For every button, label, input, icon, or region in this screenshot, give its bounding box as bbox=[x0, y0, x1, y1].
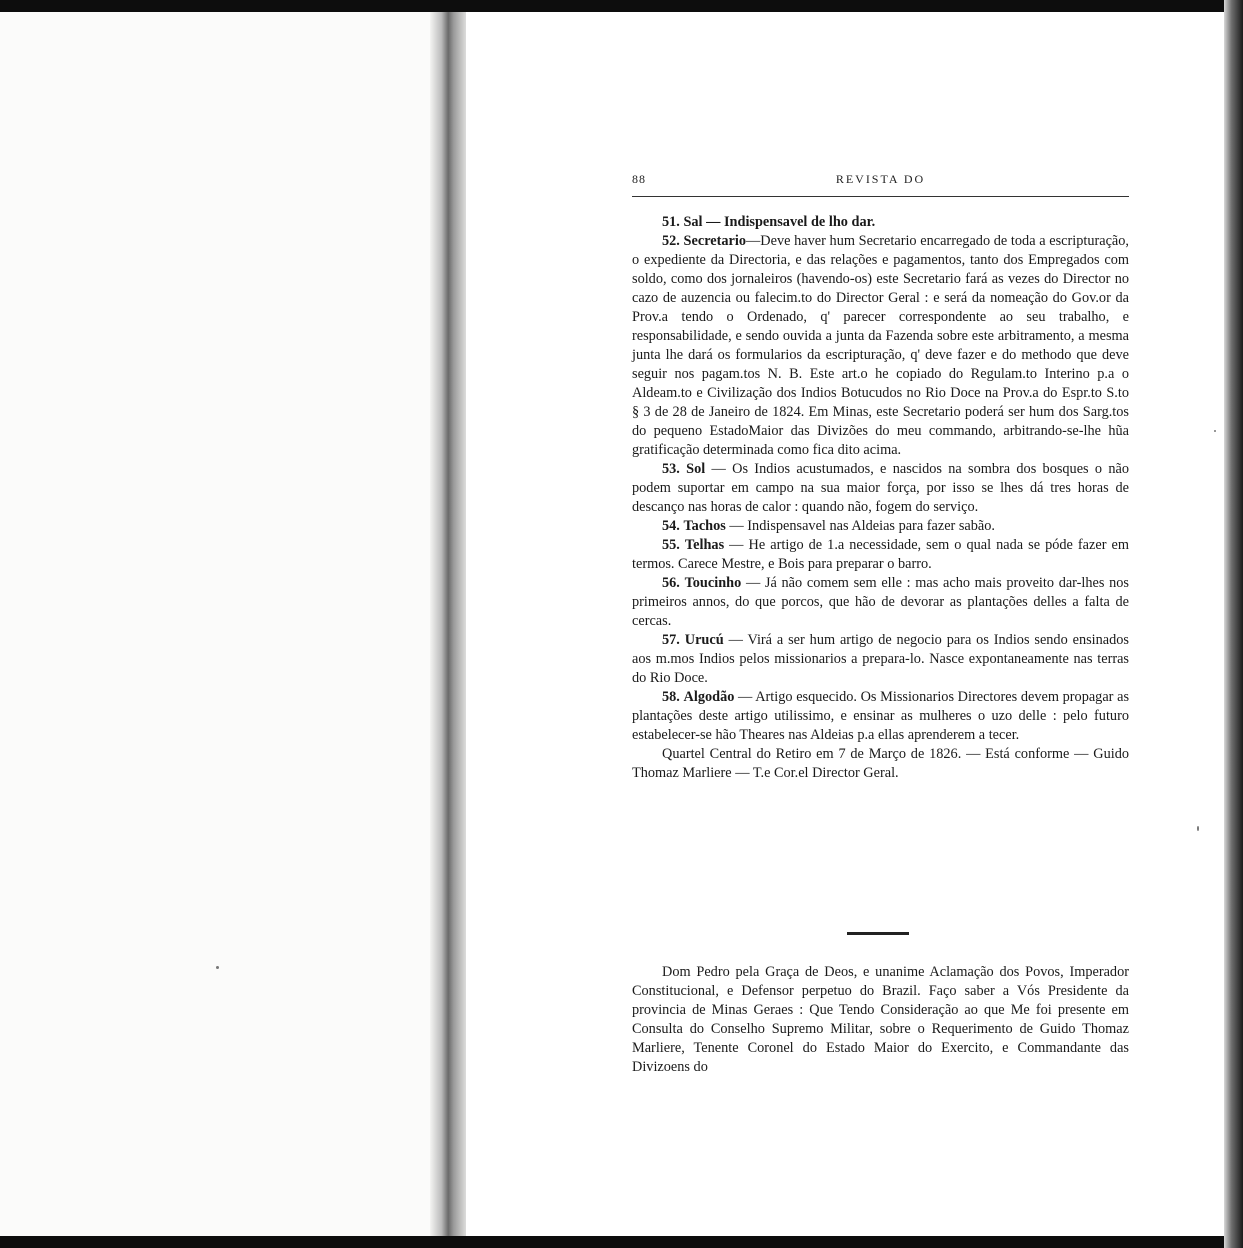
header-rule bbox=[632, 196, 1129, 197]
running-title: REVISTA DO bbox=[835, 172, 926, 186]
decree-paragraph: Dom Pedro pela Graça de Deos, e unanime Aclamação dos Povos, Imperador Constitucional, e Defensor perpetuo do Brazil. Faço saber a Vós Presidente da provincia de Minas Geraes : Que Tendo Consideração ao que Me foi presente em Consulta do Conselho Supremo Militar, sobre o Requerimento de Guido Thomaz Marliere, Tenente Coronel do Estado Maior do Exercito, e Commandante das Divizoens do bbox=[632, 964, 1129, 1075]
page-header bbox=[632, 172, 1129, 188]
list-item: 56. Toucinho — Já não comem sem elle : mas acho mais proveito dar-lhes nos primeiros annos, do que porcos, que hão de devorar as plantações delles a falta de cercas. bbox=[632, 575, 1129, 629]
page-edge bbox=[1224, 0, 1243, 1248]
list-item: 54. Tachos — Indispensavel nas Aldeias para fazer sabão. bbox=[662, 518, 995, 534]
page-number: 88 bbox=[632, 172, 646, 186]
decree-text bbox=[632, 963, 1129, 1077]
book-spine bbox=[430, 12, 468, 1236]
list-item: 51. Sal — Indispensavel de lho dar. bbox=[662, 214, 876, 230]
speck bbox=[216, 966, 219, 969]
article-list bbox=[632, 213, 1129, 783]
left-page bbox=[0, 12, 452, 1236]
section-divider bbox=[847, 932, 909, 935]
list-item: 55. Telhas — He artigo de 1.a necessidade, sem o qual nada se póde fazer em termos. Carece Mestre, e Bois para preparar o barro. bbox=[632, 537, 1129, 572]
list-item: 58. Algodão — Artigo esquecido. Os Missionarios Directores devem propagar as plantações deste artigo utilissimo, e ensinar as mulheres o uzo delle : pelo futuro estabelecer-se hão Theares nas Aldeias p.a ellas aprenderem a tecer. bbox=[632, 689, 1130, 743]
speck bbox=[1214, 430, 1216, 432]
list-item: 53. Sol — Os Indios acustumados, e nascidos na sombra dos bosques o não podem suportar em campo na sua maior força, por isso se lhes dá tres horas de descanço nas horas de calor : quando não, fogem do serviço. bbox=[632, 461, 1129, 515]
closing-signature: Quartel Central do Retiro em 7 de Março de 1826. — Está conforme — Guido Thomaz Marliere — T.e Cor.el Director Geral. bbox=[632, 746, 1129, 781]
list-item: 52. Secretario—Deve haver hum Secretario encarregado de toda a escripturação, o expediente da Directoria, e das relações e pagamentos, tanto dos Empregados com soldo, como dos jornaleiros (havendo-os) este Secretario fará as vezes do Director no cazo de auzencia ou falecim.to do Director Geral : e será da nomeação do Gov.or da Prov.a tendo o Ordenado, q' parecer correspondente ao seu trabalho, e responsabilidade, e sendo ouvida a junta da Fazenda sobre este arbitramento, a mesma junta lhe dará os formularios da escripturação, q' deve fazer e do methodo que deve seguir nos pagam.tos N. B. Este art.o he copiado do Regulam.to Interino p.a o Aldeam.to e Civilização dos Indios Botucudos no Rio Doce na Prov.a do Espr.to S.to § 3 de 28 de Janeiro de 1824. Em Minas, este Secretario poderá ser hum dos Sarg.tos do pequeno EstadoMaior das Divizões do meu commando, arbitrando-se-lhe hũa gratificação determinada como fica dito acima. bbox=[632, 233, 1129, 458]
speck bbox=[1197, 826, 1199, 831]
list-item: 57. Urucú — Virá a ser hum artigo de negocio para os Indios sendo ensinados aos m.mos Indios pelos missionarios a prepara-lo. Nasce expontaneamente nas terras do Rio Doce. bbox=[632, 632, 1129, 686]
